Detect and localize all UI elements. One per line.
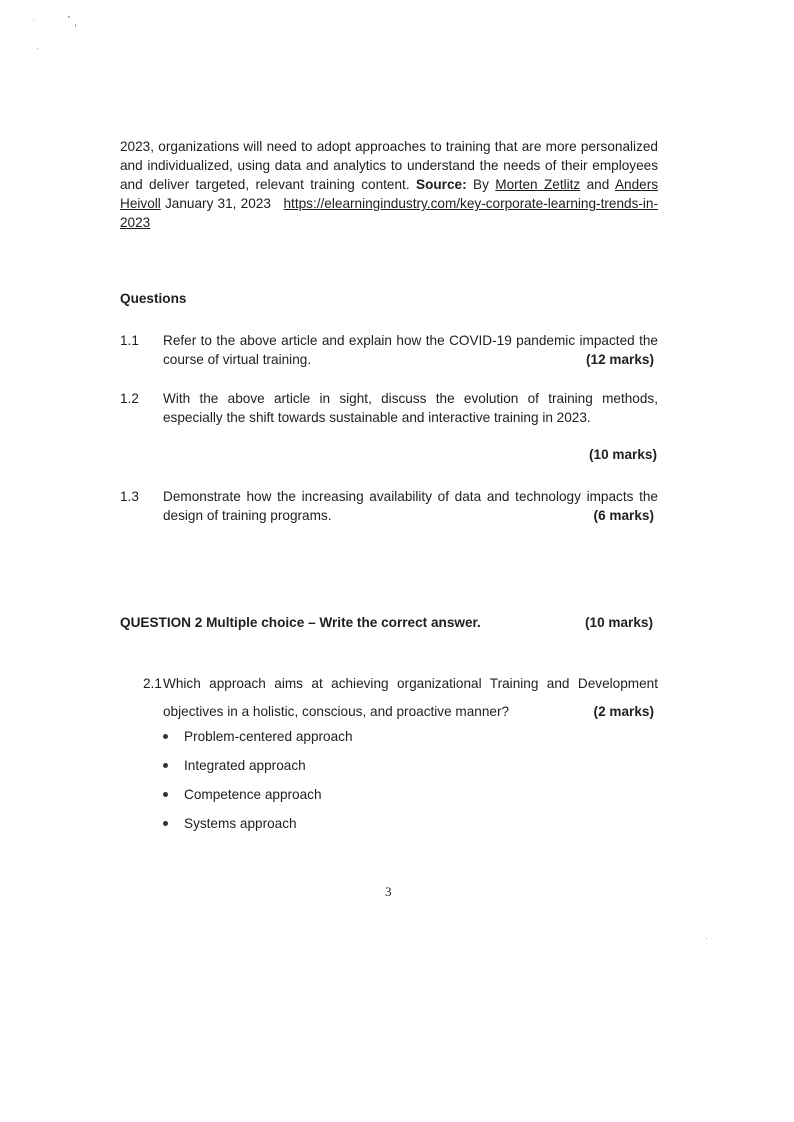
question-number: 2.1 (143, 676, 162, 691)
question-number: 1.2 (120, 391, 139, 406)
bullet-icon (163, 792, 168, 797)
option-item[interactable] (162, 783, 353, 812)
question-text-line-1: Which approach aims at achieving organizational Training and Development (163, 676, 658, 691)
question-text: Refer to the above article and explain how the COVID-19 pandemic impacted the course of virtual training. (163, 333, 658, 367)
option-label: Integrated approach (184, 758, 306, 773)
article-excerpt (120, 137, 658, 232)
source-and: and (586, 177, 610, 192)
question-marks: (2 marks) (593, 704, 654, 719)
scan-speck (706, 938, 707, 939)
questions-heading: Questions (120, 291, 187, 306)
option-label: Systems approach (184, 816, 297, 831)
option-label: Competence approach (184, 787, 322, 802)
scan-speck (75, 24, 76, 27)
question-1-3 (120, 487, 658, 525)
question-text-line-2: objectives in a holistic, conscious, and proactive manner? (163, 704, 510, 719)
page-number: 3 (385, 884, 392, 899)
question-text: Demonstrate how the increasing availability of data and technology impacts the design of training programs. (163, 489, 658, 523)
answer-options (162, 725, 353, 841)
source-label: Source: (416, 177, 467, 192)
question-number: 1.3 (120, 489, 139, 504)
excerpt-text: 2023, organizations will need to adopt approaches to training that are more personalized and individualized, using data and analytics to understand the needs of their employees and deliver targeted, relevant training content. (120, 139, 658, 192)
question-2-1 (143, 670, 658, 726)
question-2-heading (120, 615, 655, 630)
question-2-marks: (10 marks) (584, 615, 653, 630)
option-item[interactable] (162, 754, 353, 783)
question-marks: (6 marks) (593, 508, 654, 523)
author-link-1[interactable]: Morten Zetlitz (495, 177, 581, 192)
source-url-link[interactable]: https://elearningindustry.com/key-corporate-learning-trends-in-2023 (120, 196, 658, 230)
bullet-icon (163, 734, 168, 739)
bullet-icon (163, 821, 168, 826)
question-marks: (10 marks) (588, 447, 657, 462)
option-label: Problem-centered approach (184, 729, 353, 744)
question-marks: (12 marks) (585, 352, 654, 367)
scan-speck (33, 20, 34, 21)
source-date: January 31, 2023 (165, 196, 271, 211)
scan-speck (68, 16, 70, 18)
scan-speck (37, 48, 38, 49)
option-item[interactable] (162, 812, 353, 841)
source-by: By (473, 177, 489, 192)
question-2-title: QUESTION 2 Multiple choice – Write the correct answer. (120, 615, 481, 630)
author-link-2[interactable]: Anders Heivoll (120, 177, 659, 211)
option-item[interactable] (162, 725, 353, 754)
question-text: With the above article in sight, discuss the evolution of training methods, especially the shift towards sustainable and interactive training in 2023. (163, 391, 658, 425)
question-1-2 (120, 389, 658, 427)
bullet-icon (163, 763, 168, 768)
question-1-1 (120, 331, 658, 369)
question-number: 1.1 (120, 333, 139, 348)
